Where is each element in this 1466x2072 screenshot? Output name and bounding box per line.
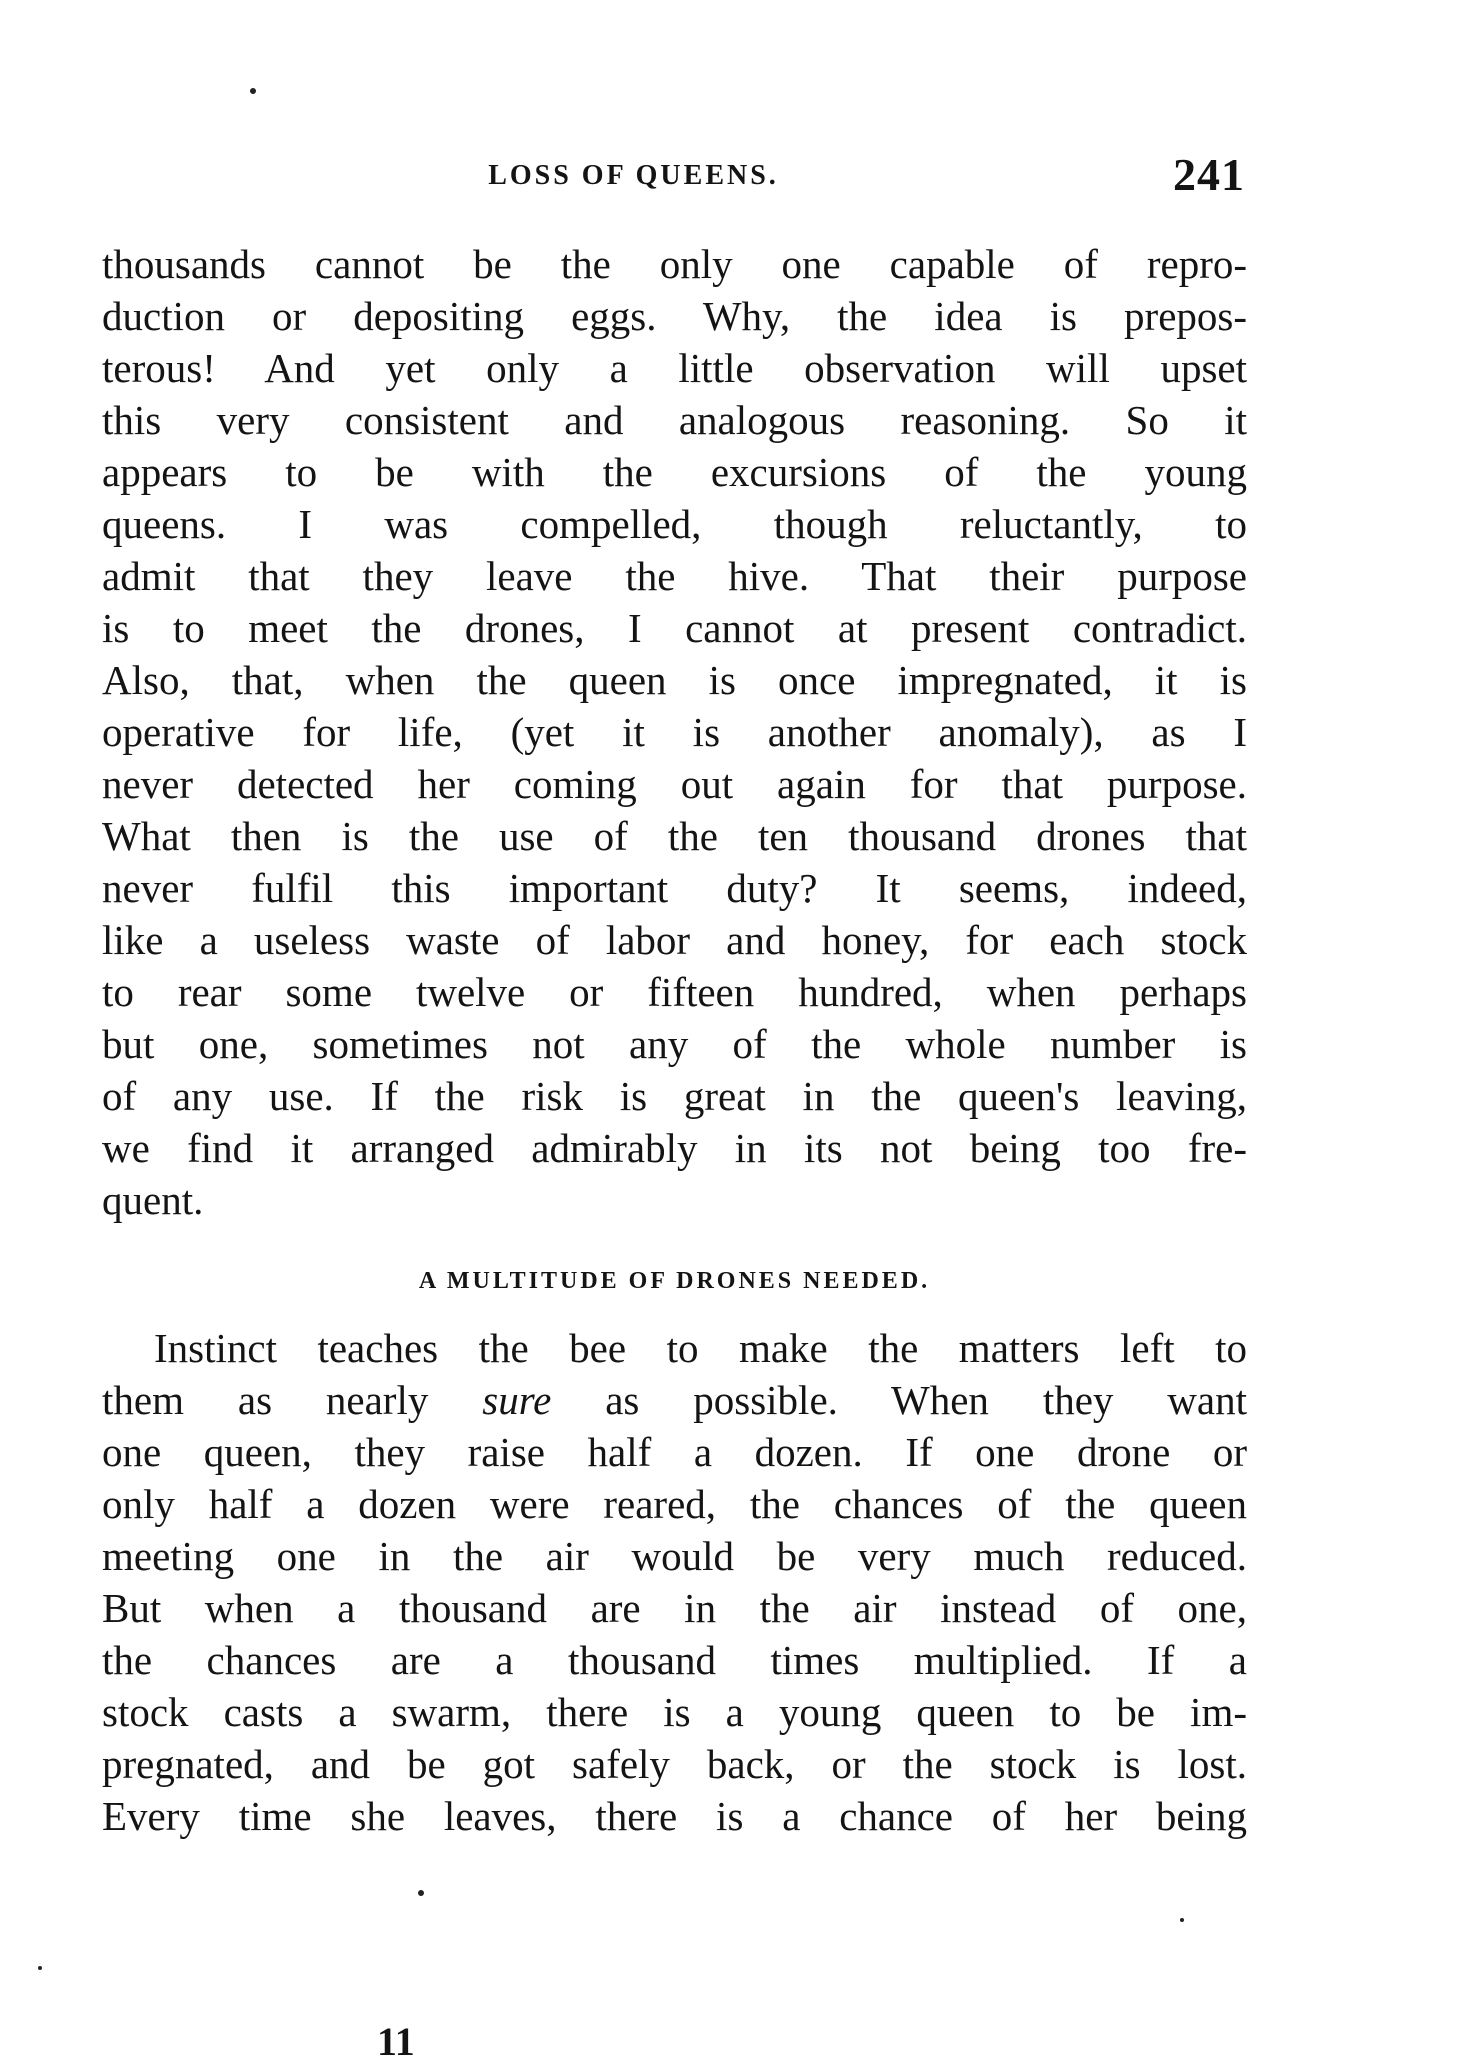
text-line: to rear some twelve or fifteen hundred, when perhaps (102, 969, 1247, 1015)
text-line: terous! And yet only a little observation will upset (102, 345, 1247, 391)
text-line: operative for life, (yet it is another anomaly), as I (102, 709, 1247, 755)
text-line: meeting one in the air would be very much reduced. (102, 1533, 1247, 1579)
paragraph-1 (102, 238, 1247, 1226)
text-fragment: as possible. When they want (551, 1377, 1247, 1423)
ink-speck (418, 1890, 424, 1896)
text-line: only half a dozen were reared, the chances of the queen (102, 1481, 1247, 1527)
text-line: But when a thousand are in the air instead of one, (102, 1585, 1247, 1631)
running-head (102, 148, 1245, 204)
signature-mark: 11 (377, 2019, 415, 2064)
text-line: Also, that, when the queen is once impregnated, it is (102, 657, 1247, 703)
page-number: 241 (1173, 149, 1245, 200)
text-line: pregnated, and be got safely back, or the stock is lost. (102, 1741, 1247, 1787)
text-line: the chances are a thousand times multiplied. If a (102, 1637, 1247, 1683)
text-line: Every time she leaves, there is a chance of her being (102, 1793, 1247, 1839)
text-line: Instinct teaches the bee to make the matters left to (154, 1325, 1247, 1371)
text-fragment: them as nearly (102, 1377, 483, 1423)
text-line (102, 1374, 1247, 1426)
text-line: admit that they leave the hive. That their purpose (102, 553, 1247, 599)
text-line: of any use. If the risk is great in the queen's leaving, (102, 1073, 1247, 1119)
text-line: we find it arranged admirably in its not being too fre- (102, 1125, 1247, 1171)
ink-speck (1180, 1918, 1184, 1922)
text-line: What then is the use of the ten thousand drones that (102, 813, 1247, 859)
section-heading: A MULTITUDE OF DRONES NEEDED. (418, 1268, 931, 1294)
text-line: like a useless waste of labor and honey, for each stock (102, 917, 1247, 963)
text-line: one queen, they raise half a dozen. If one drone or (102, 1429, 1247, 1475)
text-line: never fulfil this important duty? It seems, indeed, (102, 865, 1247, 911)
text-line: duction or depositing eggs. Why, the idea is prepos- (102, 293, 1247, 339)
paragraph-2 (102, 1322, 1247, 1842)
text-line: thousands cannot be the only one capable of repro- (102, 241, 1247, 287)
text-line: this very consistent and analogous reasoning. So it (102, 397, 1247, 443)
text-line: queens. I was compelled, though reluctantly, to (102, 501, 1247, 547)
text-line: quent. (102, 1177, 204, 1223)
text-line: never detected her coming out again for that purpose. (102, 761, 1247, 807)
ink-speck (250, 88, 256, 94)
ink-speck (38, 1966, 42, 1970)
text-line: but one, sometimes not any of the whole number is (102, 1021, 1247, 1067)
italic-word: sure (482, 1377, 552, 1423)
text-line: is to meet the drones, I cannot at present contradict. (102, 605, 1247, 651)
text-line: stock casts a swarm, there is a young queen to be im- (102, 1689, 1247, 1735)
text-line: appears to be with the excursions of the young (102, 449, 1247, 495)
running-title: LOSS OF QUEENS. (488, 160, 779, 191)
